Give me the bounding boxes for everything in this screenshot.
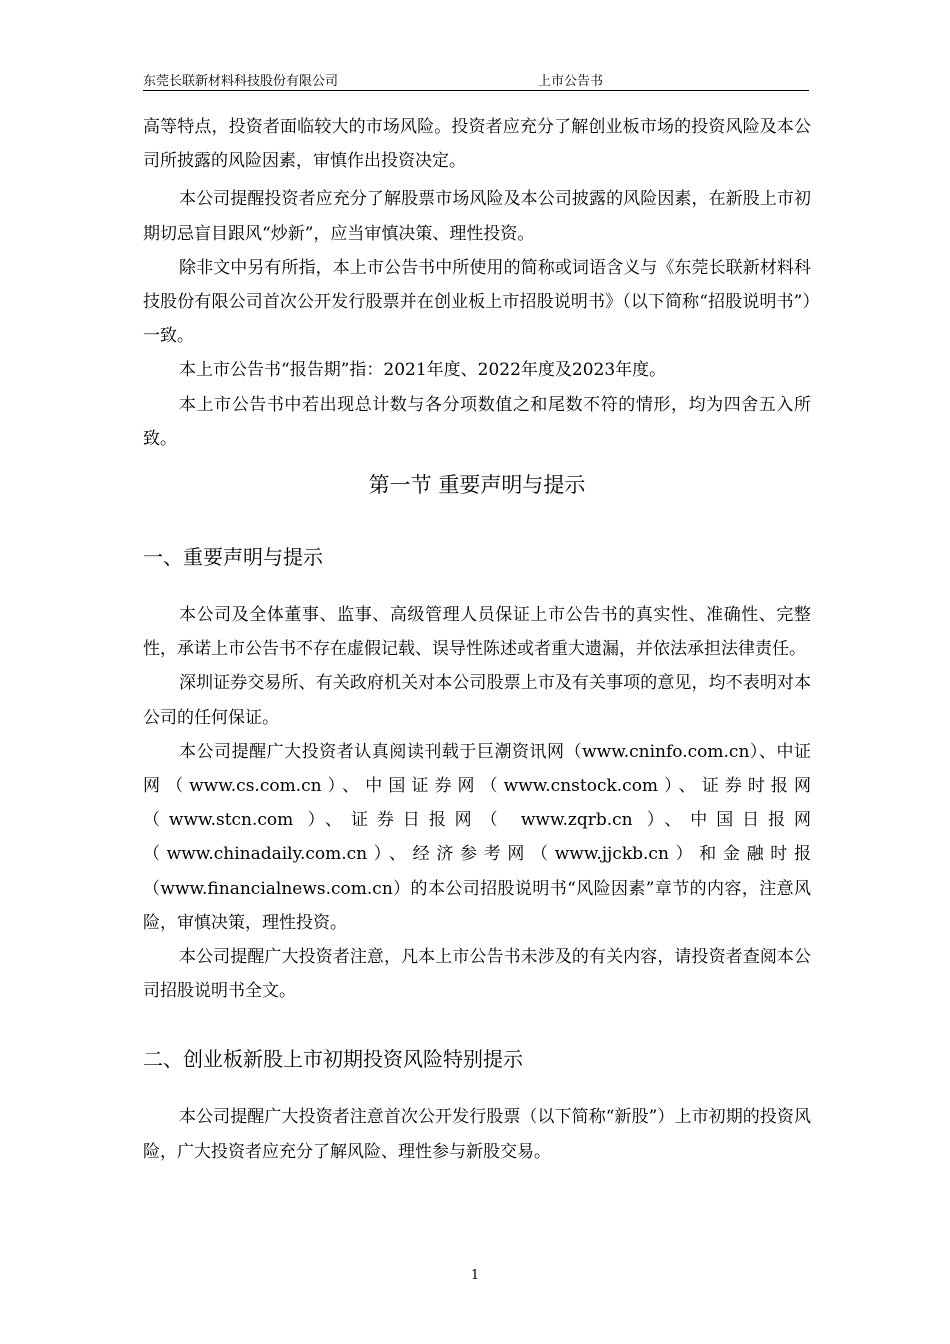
header-company-name: 东莞长联新材料科技股份有限公司 — [143, 74, 339, 89]
intro-paragraph-5: 本上市公告书中若出现总计数与各分项数值之和尾数不符的情形，均为四舍五入所致。 — [143, 394, 811, 449]
section-1-title: 一、重要声明与提示 — [143, 545, 323, 570]
section-1-paragraph-4: 本公司提醒广大投资者注意，凡本上市公告书未涉及的有关内容，请投资者查阅本公司招股说明书全文。 — [143, 947, 811, 1002]
page-content — [143, 110, 811, 1169]
section-2-paragraph-1: 本公司提醒广大投资者注意首次公开发行股票（以下简称“新股”）上市初期的投资风险，广大投资者应充分了解风险、理性参与新股交易。 — [143, 1107, 811, 1162]
section-1-paragraph-3: 本公司提醒广大投资者认真阅读刊载于巨潮资讯网（www.cninfo.com.cn）、中证网（www.cs.com.cn）、中国证券网（www.cnstock.com）、证券时报网（www.stcn.com ）、证券日报网（ www.zqrb.cn ）、中国日报网（www.chinadaily.com.cn）、经济参考网（www.jjckb.cn）和金融时报（www.financialnews.com.cn）的本公司招股说明书“风险因素”章节的内容，注意风险，审慎决策，理性投资。 — [143, 741, 811, 933]
header-document-type: 上市公告书 — [538, 74, 604, 89]
intro-paragraph-1: 高等特点，投资者面临较大的市场风险。投资者应充分了解创业板市场的投资风险及本公司所披露的风险因素，审慎作出投资决定。 — [143, 117, 811, 172]
intro-paragraph-3: 除非文中另有所指，本上市公告书中所使用的简称或词语含义与《东莞长联新材料科技股份有限公司首次公开发行股票并在创业板上市招股说明书》（以下简称“招股说明书”）一致。 — [143, 257, 811, 347]
section-2-title: 二、创业板新股上市初期投资风险特别提示 — [143, 1047, 523, 1072]
section-1-paragraph-1: 本公司及全体董事、监事、高级管理人员保证上市公告书的真实性、准确性、完整性，承诺上市公告书不存在虚假记载、误导性陈述或者重大遗漏，并依法承担法律责任。 — [143, 605, 811, 660]
intro-paragraph-4: 本上市公告书“报告期”指：2021年度、2022年度及2023年度。 — [179, 360, 667, 381]
section-1-paragraph-2: 深圳证券交易所、有关政府机关对本公司股票上市及有关事项的意见，均不表明对本公司的任何保证。 — [143, 673, 811, 728]
chapter-title: 第一节 重要声明与提示 — [368, 473, 586, 498]
page-number: 1 — [470, 1268, 480, 1283]
page-header — [143, 66, 809, 91]
intro-paragraph-2: 本公司提醒投资者应充分了解股票市场风险及本公司披露的风险因素，在新股上市初期切忌盲目跟风“炒新”，应当审慎决策、理性投资。 — [143, 189, 811, 244]
